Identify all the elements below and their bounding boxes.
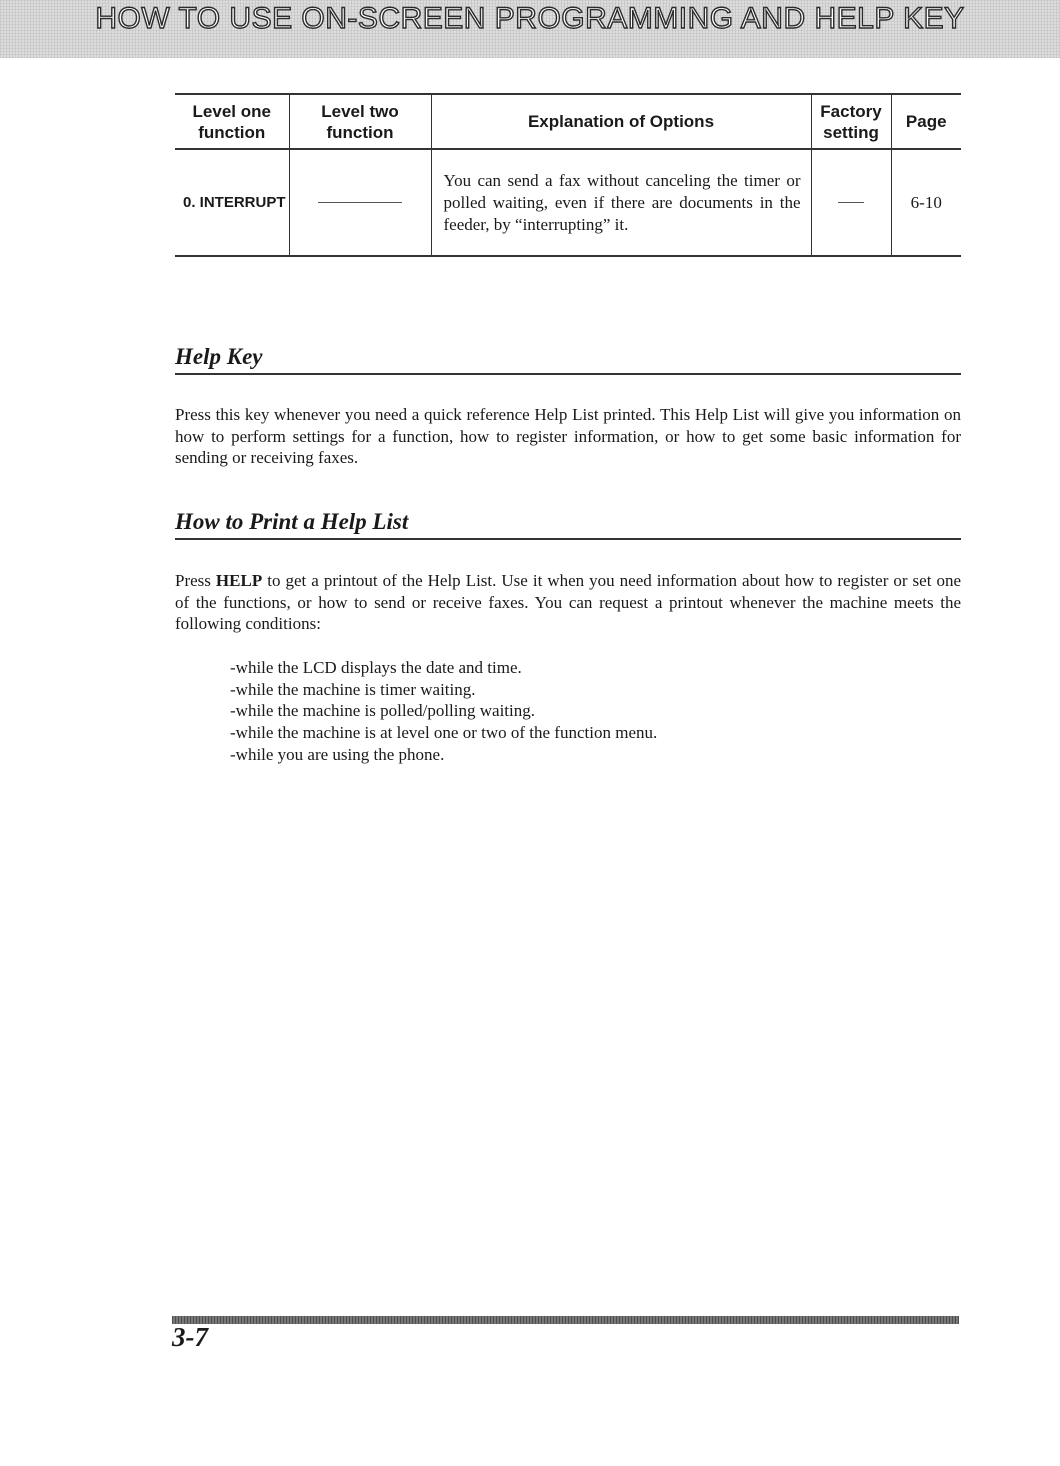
print-help-paragraph: [175, 570, 961, 635]
cell-level-one: 0. INTERRUPT: [175, 149, 289, 256]
help-key-paragraph: Press this key whenever you need a quick reference Help List printed. This Help List will give you information on how to perform settings for a function, how to register information, or how to get some basic information for sending or receiving faxes.: [175, 405, 961, 467]
help-key-name: HELP: [215, 571, 263, 590]
empty-dash: [838, 202, 864, 203]
header-explanation: Explanation of Options: [431, 94, 811, 149]
page-number: 3-7: [172, 1322, 208, 1352]
list-item: -while the LCD displays the date and time.: [230, 658, 522, 677]
header-page: Page: [891, 94, 961, 149]
help-key-heading: Help Key: [175, 344, 961, 375]
conditions-list: [230, 657, 657, 766]
table-row: [175, 149, 961, 256]
cell-level-two: [289, 149, 431, 256]
footer-bar: [172, 1316, 959, 1324]
intro-rest: to get a printout of the Help List. Use it when you need information about how to register or set one of the functions, or how to send or receive faxes. You can request a printout whenever the machine meets the following conditions:: [175, 571, 961, 633]
cell-page: 6-10: [891, 149, 961, 256]
list-item: -while the machine is at level one or two of the function menu.: [230, 723, 658, 743]
cell-factory-setting: [811, 149, 891, 256]
list-item: -while you are using the phone.: [230, 744, 445, 764]
options-table: [175, 93, 961, 257]
header-factory-setting: Factory setting: [811, 94, 891, 149]
list-item: -while the machine is polled/polling waiting.: [230, 701, 535, 721]
banner-title: HOW TO USE ON-SCREEN PROGRAMMING AND HELP KEY: [95, 2, 965, 35]
list-item: -while the machine is timer waiting.: [230, 679, 476, 699]
cell-explanation: You can send a fax without canceling the timer or polled waiting, even if there are documents in the feeder, by “interrupting” it.: [431, 149, 811, 256]
table-header-row: [175, 94, 961, 149]
header-level-one: Level one function: [175, 94, 289, 149]
header-banner: [0, 0, 1060, 58]
empty-dash: [318, 202, 402, 203]
header-level-two: Level two function: [289, 94, 431, 149]
intro-prefix: Press: [175, 571, 216, 590]
print-help-heading: How to Print a Help List: [175, 509, 961, 540]
